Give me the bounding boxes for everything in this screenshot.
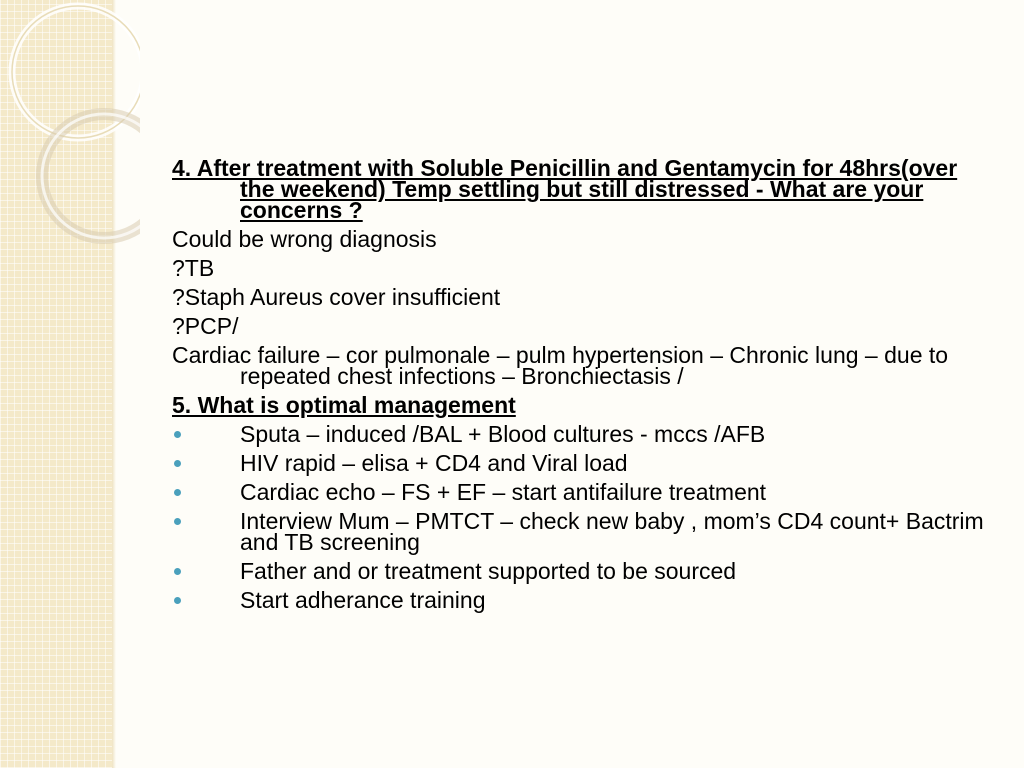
decorative-rings — [0, 0, 140, 260]
concern-5: Cardiac failure – cor pulmonale – pulm hypertension – Chronic lung – due to repeated chest infections – Bronchiectasis / — [172, 342, 949, 389]
management-item-text: Start adherance training — [240, 587, 486, 613]
management-item — [172, 558, 992, 584]
management-item-text: Cardiac echo – FS + EF – start antifailure treatment — [240, 479, 767, 505]
bullet-icon — [174, 489, 181, 496]
slide-body — [172, 155, 992, 619]
bullet-icon — [174, 518, 181, 525]
management-item — [172, 450, 992, 476]
management-item-text: Sputa – induced /BAL + Blood cultures - mccs /AFB — [240, 421, 766, 447]
bullet-icon — [174, 568, 181, 575]
concern-1: Could be wrong diagnosis — [172, 226, 437, 252]
bullet-icon — [174, 431, 181, 438]
management-list — [172, 421, 992, 613]
management-item — [172, 421, 992, 447]
concern-4: ?PCP/ — [172, 313, 239, 339]
management-item — [172, 508, 992, 555]
bullet-icon — [174, 597, 181, 604]
management-item-text: HIV rapid – elisa + CD4 and Viral load — [240, 450, 628, 476]
decorative-ring-bottom — [42, 114, 140, 238]
concern-2: ?TB — [172, 255, 215, 281]
management-item — [172, 587, 992, 613]
question-5-heading: 5. What is optimal management — [172, 392, 516, 418]
management-item — [172, 479, 992, 505]
management-item-text: Interview Mum – PMTCT – check new baby , mom’s CD4 count+ Bactrim and TB screening — [240, 508, 984, 555]
bullet-icon — [174, 460, 181, 467]
question-4-heading: 4. After treatment with Soluble Penicillin and Gentamycin for 48hrs(over the weekend) Temp settling but still distressed - What are your concerns ? — [172, 155, 958, 223]
management-item-text: Father and or treatment supported to be sourced — [240, 558, 737, 584]
concern-3: ?Staph Aureus cover insufficient — [172, 284, 501, 310]
